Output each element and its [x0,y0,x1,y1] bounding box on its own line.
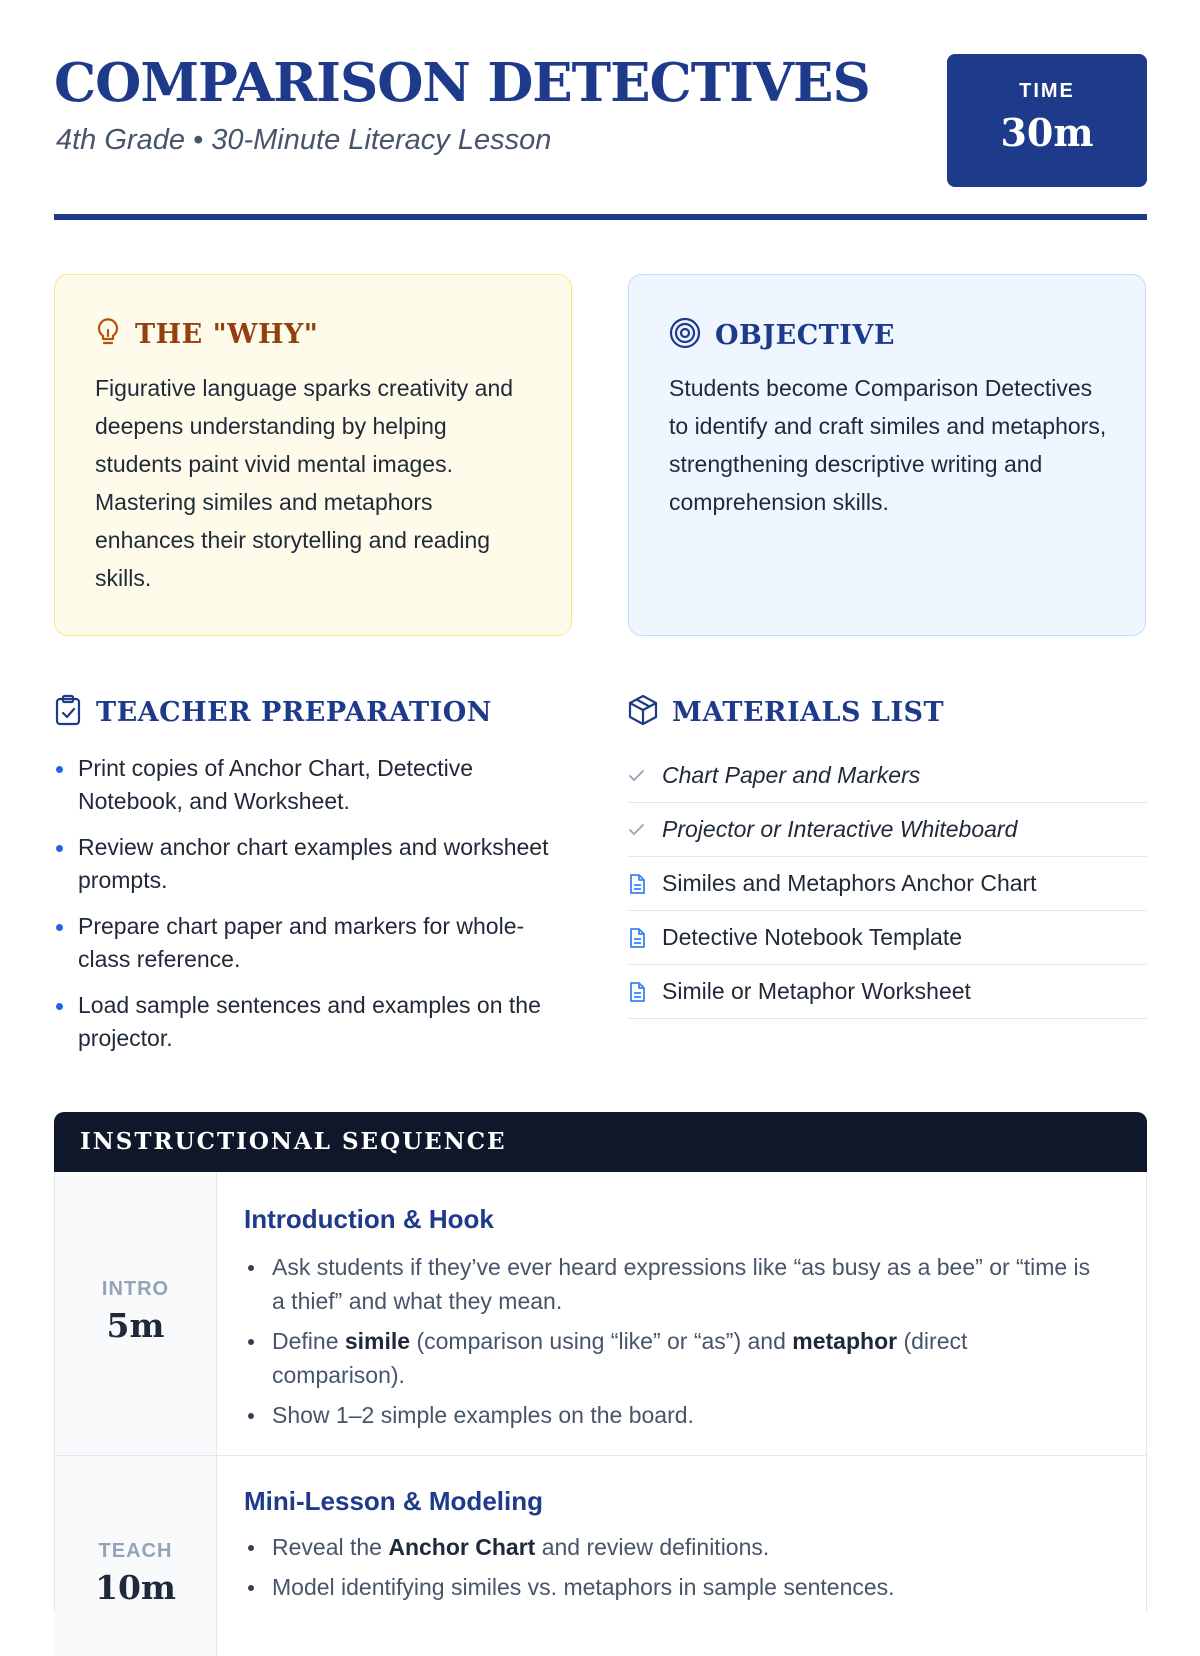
list-item: Model identifying similes vs. metaphors in sample sentences. [244,1570,1094,1604]
target-icon [669,317,701,354]
phase-list [244,1250,1094,1438]
box-icon [628,694,658,731]
materials-header [628,694,944,731]
document-icon [628,873,662,895]
list-item: Ask students if they’ve ever heard expressions like “as busy as a bee” or “time is a thief” and what they mean. [244,1250,1094,1318]
why-heading: THE "WHY" [135,319,319,350]
phase-side [55,1456,217,1656]
phase-row-teach [55,1456,1146,1656]
phase-title: Mini-Lesson & Modeling [244,1486,543,1516]
list-item [628,803,1147,857]
teacher-prep-header [54,694,492,731]
page-title: COMPARISON DETECTIVES [54,52,870,114]
time-badge [947,54,1147,187]
material-label: Chart Paper and Markers [662,762,921,788]
materials-list [628,749,1147,1019]
list-item: Reveal the Anchor Chart and review definitions. [244,1530,1094,1564]
list-item [628,857,1147,911]
list-item: Define simile (comparison using “like” or “as”) and metaphor (direct comparison). [244,1324,1094,1392]
list-item: Show 1–2 simple examples on the board. [244,1398,1094,1432]
list-item: Print copies of Anchor Chart, Detective Notebook, and Worksheet. [54,752,574,818]
teacher-prep-list [54,752,574,1068]
objective-heading: OBJECTIVE [715,320,895,351]
list-item: Load sample sentences and examples on the projector. [54,989,574,1055]
phase-time: 10m [95,1568,176,1607]
material-label: Detective Notebook Template [662,924,963,950]
phase-list [244,1530,1094,1610]
list-item: Review anchor chart examples and worksheet prompts. [54,831,574,897]
phase-side [55,1172,217,1455]
time-value: 30m [1000,110,1094,155]
page-subtitle: 4th Grade • 30-Minute Literacy Lesson [56,124,552,156]
list-item [628,965,1147,1019]
teacher-prep-heading: TEACHER PREPARATION [96,697,492,728]
phase-label: INTRO [101,1278,170,1300]
phase-time: 5m [106,1306,165,1345]
check-icon [628,823,662,837]
list-item: Prepare chart paper and markers for whole-class reference. [54,910,574,976]
material-label: Simile or Metaphor Worksheet [662,978,971,1004]
header-divider [54,214,1147,220]
list-item [628,749,1147,803]
time-label: TIME [1019,80,1075,102]
document-icon [628,981,662,1003]
materials-heading: MATERIALS LIST [672,697,945,728]
clipboard-check-icon [54,694,82,731]
material-label: Similes and Metaphors Anchor Chart [662,870,1037,896]
lightbulb-icon [95,317,121,352]
list-item [628,911,1147,965]
phase-title: Introduction & Hook [244,1204,494,1234]
objective-text: Students become Comparison Detectives to identify and craft similes and metaphors, strengthening descriptive writing and comprehension skills. [669,375,1107,515]
sequence-table [54,1172,1147,1612]
why-card [54,274,572,636]
objective-card [628,274,1146,636]
material-label: Projector or Interactive Whiteboard [662,816,1018,842]
document-icon [628,927,662,949]
sequence-heading: INSTRUCTIONAL SEQUENCE [54,1112,1147,1172]
phase-label: TEACH [98,1540,173,1562]
phase-row-intro [55,1172,1146,1456]
check-icon [628,769,662,783]
why-text: Figurative language sparks creativity and deepens understanding by helping students paint vivid mental images. Mastering similes and metaphors enhances their storytelling and reading skills. [95,375,514,591]
